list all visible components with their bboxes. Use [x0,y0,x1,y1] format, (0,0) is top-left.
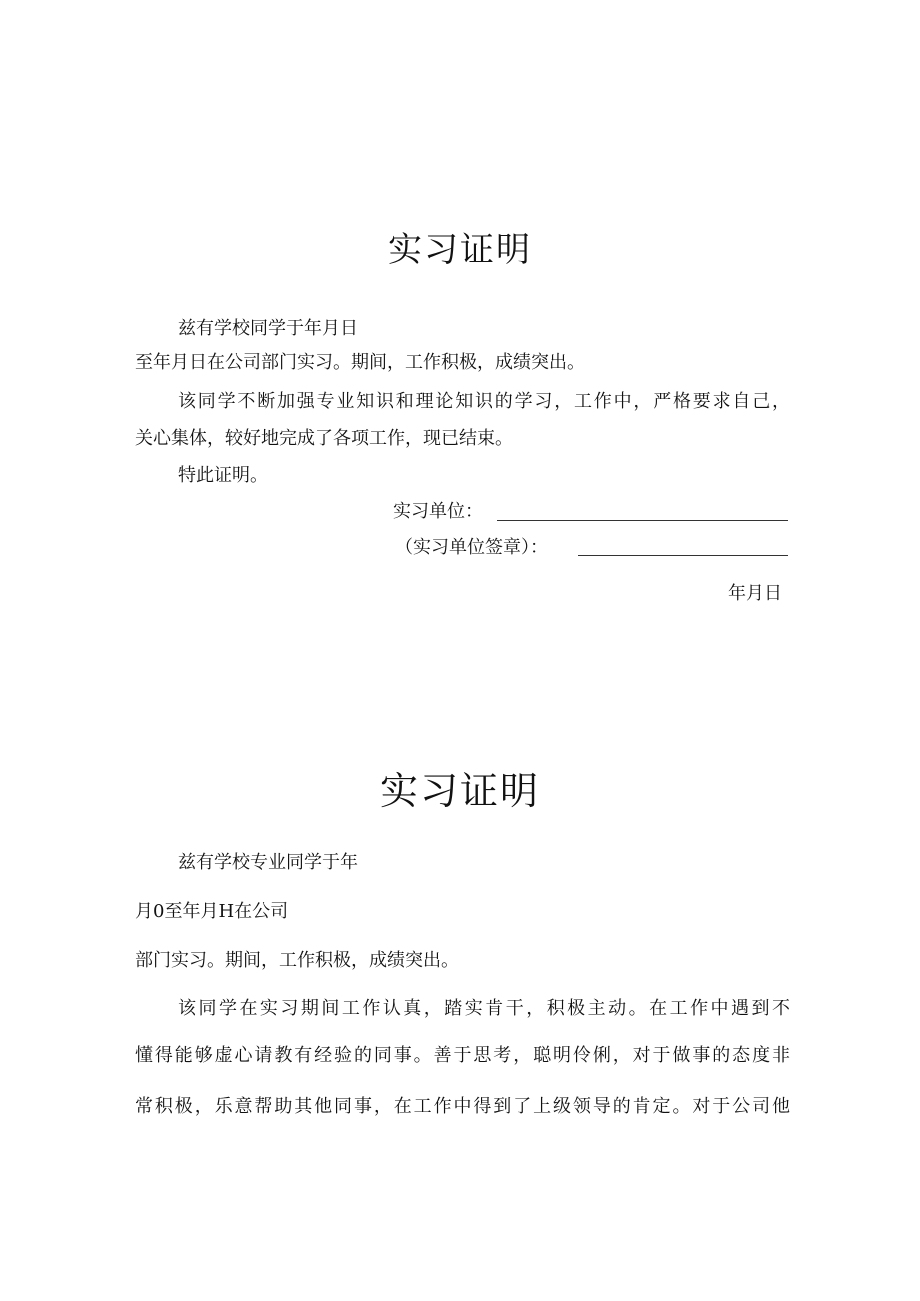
cert2-line1: 兹有学校专业同学于年 [178,852,358,873]
certificate-1-title: 实习证明 [388,230,532,270]
cert1-seal-label: （实习单位签章）： [395,537,548,558]
cert2-line2: 月0至年月H在公司 [135,901,289,922]
cert1-paragraph2-line1: 该同学不断加强专业知识和理论知识的学习，工作中，严格要求自己， [178,391,790,412]
certificate-2-title: 实习证明 [379,769,540,813]
cert2-paragraph-line2: 懂得能够虚心请教有经验的同事。善于思考，聪明伶俐，对于做事的态度非 [135,1045,790,1066]
cert1-date: 年月日 [728,583,782,604]
cert1-unit-underline [497,520,788,521]
cert1-paragraph1-line1: 兹有学校同学于年月日 [178,318,358,339]
cert2-line3: 部门实习。期间，工作积极，成绩突出。 [135,950,459,971]
cert2-paragraph-line3: 常积极，乐意帮助其他同事，在工作中得到了上级领导的肯定。对于公司他 [135,1096,790,1117]
cert1-paragraph2-line2: 关心集体，较好地完成了各项工作，现已结束。 [135,428,513,449]
cert1-closing: 特此证明。 [178,465,268,486]
cert1-seal-underline [578,555,788,556]
cert1-paragraph1-line2: 至年月日在公司部门实习。期间，工作积极，成绩突出。 [135,352,585,373]
cert1-unit-label: 实习单位： [393,501,483,522]
cert2-paragraph-line1: 该同学在实习期间工作认真，踏实肯干，积极主动。在工作中遇到不 [178,998,790,1019]
